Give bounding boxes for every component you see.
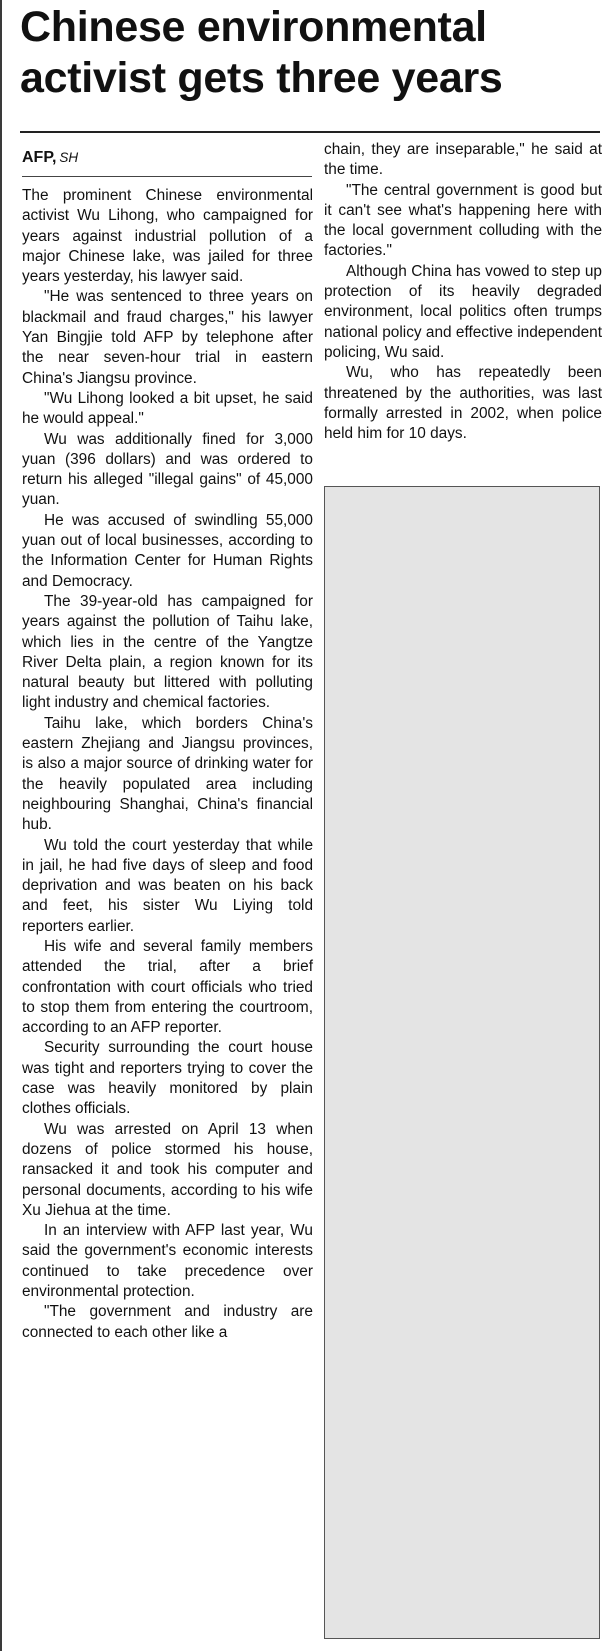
paragraph: He was accused of swindling 55,000 yuan out of local businesses, according to the Information Center for Human Rights and Democracy.	[22, 511, 313, 590]
paragraph: "The central government is good but it can't see what's happening here with the local government colluding with the factories."	[324, 181, 602, 260]
headline-divider	[20, 131, 600, 133]
paragraph: Wu, who has repeatedly been threatened by the authorities, was last formally arrested in 2002, when police held him for 10 days.	[324, 364, 602, 443]
paragraph: In an interview with AFP last year, Wu said the government's economic interests continued to take precedence over environmental protection.	[22, 1222, 313, 1301]
byline	[22, 148, 78, 168]
article-column-right	[324, 140, 602, 444]
article-column-left	[22, 186, 313, 1343]
paragraph: Security surrounding the court house was tight and reporters trying to cover the case was heavily monitored by plain clothes officials.	[22, 1039, 313, 1118]
paragraph: Wu was arrested on April 13 when dozens of police stormed his house, ransacked it and took his computer and personal documents, according to his wife Xu Jiehua at the time.	[22, 1120, 313, 1219]
paragraph: Taihu lake, which borders China's eastern Zhejiang and Jiangsu provinces, is also a major source of drinking water for the heavily populated area including neighbouring Shanghai, China's financial hub.	[22, 714, 313, 834]
paragraph: "Wu Lihong looked a bit upset, he said he would appeal."	[22, 389, 313, 428]
page-left-border	[0, 0, 2, 1651]
byline-agency: AFP,	[22, 149, 57, 166]
paragraph: His wife and several family members attended the trial, after a brief confrontation with court officials who tried to stop them from entering the courtroom, according to an AFP reporter.	[22, 937, 313, 1037]
paragraph: The prominent Chinese environmental activist Wu Lihong, who campaigned for years against industrial pollution of a major Chinese lake, was jailed for three years yesterday, his lawyer said.	[22, 187, 313, 286]
paragraph: "He was sentenced to three years on blackmail and fraud charges," his lawyer Yan Bingjie told AFP by telephone after the near seven-hour trial in eastern China's Jiangsu province.	[22, 288, 313, 387]
photo-placeholder	[324, 486, 600, 1639]
byline-location: SH	[59, 150, 79, 165]
paragraph: The 39-year-old has campaigned for years against the pollution of Taihu lake, which lies in the centre of the Yangtze River Delta plain, a region known for its natural beauty but littered with polluting light industry and chemical factories.	[22, 592, 313, 712]
paragraph: Wu told the court yesterday that while in jail, he had five days of sleep and food deprivation and was beaten on his back and feet, his sister Wu Liying told reporters earlier.	[22, 836, 313, 935]
paragraph: "The government and industry are connected to each other like a	[22, 1303, 313, 1341]
byline-divider	[22, 176, 312, 177]
paragraph: Although China has vowed to step up protection of its heavily degraded environment, local politics often trumps national policy and effective independent policing, Wu said.	[324, 262, 602, 361]
headline: Chinese environmental activist gets three years	[20, 3, 503, 102]
paragraph: Wu was additionally fined for 3,000 yuan (396 dollars) and was ordered to return his alleged "illegal gains" of 45,000 yuan.	[22, 430, 313, 509]
paragraph: chain, they are inseparable," he said at the time.	[324, 141, 602, 179]
